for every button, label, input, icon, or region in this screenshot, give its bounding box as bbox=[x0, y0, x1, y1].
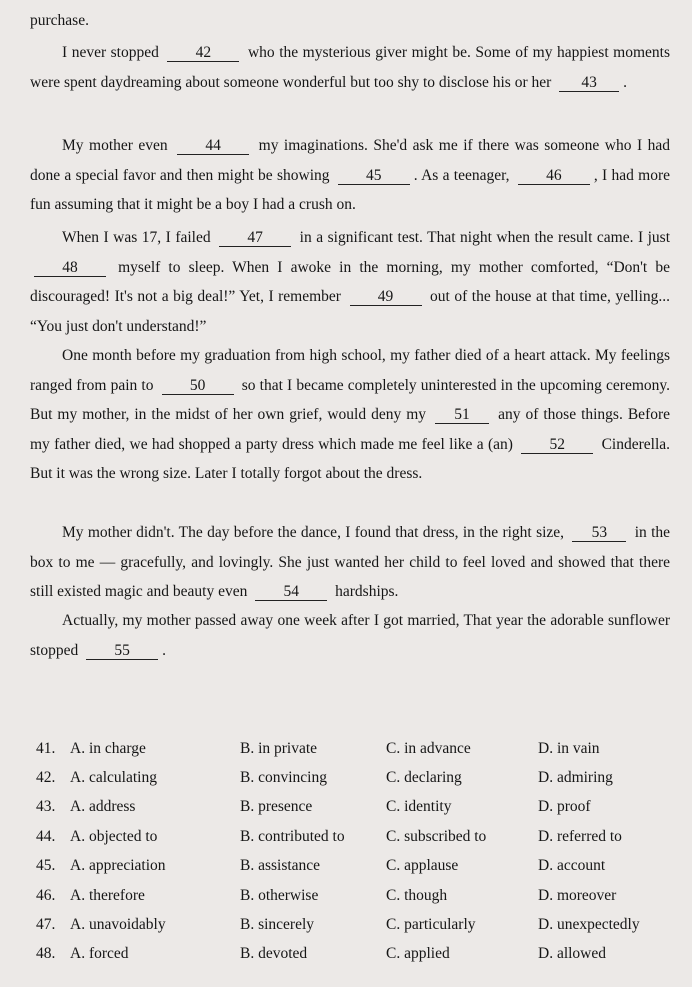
blank-54[interactable]: 54 bbox=[255, 583, 327, 601]
paragraph-text: One month before my graduation from high school, my father died of a heart attack. My feelings ranged from pain to bbox=[30, 347, 670, 394]
blank-42[interactable]: 42 bbox=[167, 44, 239, 62]
option-c[interactable]: C. declaring bbox=[386, 769, 462, 787]
blank-47[interactable]: 47 bbox=[219, 229, 291, 247]
option-d[interactable]: D. referred to bbox=[538, 827, 622, 845]
paragraph-5 bbox=[30, 518, 670, 607]
paragraph-text: any of those things. Before my father died, we had shopped a party dress which made me feel like a (an) bbox=[30, 406, 671, 453]
option-a[interactable]: A. calculating bbox=[70, 769, 157, 787]
option-c[interactable]: C. though bbox=[386, 886, 448, 904]
blank-45[interactable]: 45 bbox=[338, 167, 410, 185]
option-a[interactable]: A. address bbox=[70, 798, 136, 816]
option-a[interactable]: A. forced bbox=[70, 945, 129, 963]
paragraph-text: Actually, my mother passed away one week after I got married, That year the adorable sunflower stopped bbox=[30, 612, 670, 659]
question-row-47 bbox=[36, 910, 676, 939]
question-row-43 bbox=[36, 793, 676, 822]
paragraph-text: My mother didn't. The day before the dance, I found that dress, in the right size, bbox=[62, 524, 565, 541]
option-c[interactable]: C. applause bbox=[386, 857, 459, 875]
question-number: 42. bbox=[36, 769, 56, 787]
option-d[interactable]: D. proof bbox=[538, 798, 591, 816]
paragraph-text: Cinderella. But it was the wrong size. Later I totally forgot about the dress. bbox=[30, 435, 671, 482]
question-row-41 bbox=[36, 734, 676, 763]
paragraph-text: hardships. bbox=[335, 583, 399, 600]
blank-55[interactable]: 55 bbox=[86, 642, 158, 660]
option-d[interactable]: D. unexpectedly bbox=[538, 916, 640, 934]
blank-52[interactable]: 52 bbox=[521, 436, 593, 454]
option-d[interactable]: D. in vain bbox=[538, 739, 600, 757]
option-d[interactable]: D. admiring bbox=[538, 769, 613, 787]
question-number: 48. bbox=[36, 945, 56, 963]
paragraph-text: purchase. bbox=[30, 12, 89, 29]
paragraph-6 bbox=[30, 606, 670, 665]
option-d[interactable]: D. allowed bbox=[538, 945, 607, 963]
paragraph-text: . As a teenager, bbox=[413, 166, 510, 184]
paragraph-text: , I had more fun assuming that it might be a boy I had a crush on. bbox=[30, 166, 670, 213]
paragraph-text: in the box to me — gracefully, and lovingly. She just wanted her child to feel loved and showed that there still existed magic and beauty even bbox=[30, 524, 671, 600]
paragraph-text: who the mysterious giver might be. Some of my happiest moments were spent daydreaming about someone wonderful but too shy to disclose his or her bbox=[30, 44, 671, 91]
paragraph-0 bbox=[30, 6, 670, 36]
option-c[interactable]: C. particularly bbox=[386, 916, 476, 934]
blank-48[interactable]: 48 bbox=[34, 259, 106, 277]
option-c[interactable]: C. in advance bbox=[386, 739, 471, 757]
question-row-42 bbox=[36, 763, 676, 792]
question-row-46 bbox=[36, 881, 676, 910]
option-c[interactable]: C. applied bbox=[386, 945, 450, 963]
blank-53[interactable]: 53 bbox=[572, 524, 626, 542]
question-row-44 bbox=[36, 822, 676, 851]
option-b[interactable]: B. in private bbox=[240, 739, 318, 757]
paragraph-text: my imaginations. She'd ask me if there was someone who I had done a special favor and then might be showing bbox=[30, 137, 670, 184]
option-b[interactable]: B. sincerely bbox=[240, 916, 315, 934]
question-number: 46. bbox=[36, 886, 56, 904]
paragraph-1 bbox=[30, 38, 670, 97]
question-number: 43. bbox=[36, 798, 56, 816]
blank-51[interactable]: 51 bbox=[435, 406, 489, 424]
option-a[interactable]: A. unavoidably bbox=[70, 916, 166, 934]
option-b[interactable]: B. presence bbox=[240, 798, 313, 816]
paragraph-4 bbox=[30, 341, 670, 489]
paragraph-text: out of the house at that time, yelling... “You just don't understand!” bbox=[30, 288, 671, 335]
option-b[interactable]: B. convincing bbox=[240, 769, 327, 787]
option-c[interactable]: C. identity bbox=[386, 798, 452, 816]
option-a[interactable]: A. objected to bbox=[70, 827, 158, 845]
blank-49[interactable]: 49 bbox=[350, 288, 422, 306]
blank-43[interactable]: 43 bbox=[559, 74, 619, 92]
question-number: 45. bbox=[36, 857, 56, 875]
paragraph-text: so that I became completely uninterested in the upcoming ceremony. But my mother, in the midst of her own grief, would deny my bbox=[30, 376, 671, 423]
option-a[interactable]: A. in charge bbox=[70, 739, 146, 757]
paragraph-text: My mother even bbox=[62, 137, 168, 154]
paragraph-3 bbox=[30, 223, 670, 341]
paragraph-2 bbox=[30, 131, 670, 220]
blank-50[interactable]: 50 bbox=[162, 377, 234, 395]
paragraph-text: I never stopped bbox=[62, 44, 159, 61]
blank-44[interactable]: 44 bbox=[177, 137, 249, 155]
question-number: 41. bbox=[36, 739, 56, 757]
paragraph-text: in a significant test. That night when the result came. I just bbox=[299, 229, 671, 246]
option-a[interactable]: A. therefore bbox=[70, 886, 145, 904]
option-b[interactable]: B. assistance bbox=[240, 857, 321, 875]
option-c[interactable]: C. subscribed to bbox=[386, 827, 487, 845]
question-row-45 bbox=[36, 852, 676, 881]
option-d[interactable]: D. moreover bbox=[538, 886, 617, 904]
option-b[interactable]: B. devoted bbox=[240, 945, 308, 963]
option-a[interactable]: A. appreciation bbox=[70, 857, 166, 875]
option-b[interactable]: B. contributed to bbox=[240, 827, 345, 845]
question-number: 47. bbox=[36, 916, 56, 934]
paragraph-text: myself to sleep. When I awoke in the morning, my mother comforted, “Don't be discouraged! It's not a big deal!” Yet, I remember bbox=[30, 258, 670, 305]
question-row-48 bbox=[36, 940, 676, 969]
blank-46[interactable]: 46 bbox=[518, 167, 590, 185]
option-d[interactable]: D. account bbox=[538, 857, 606, 875]
paragraph-text: . bbox=[623, 73, 628, 91]
answer-options bbox=[36, 734, 676, 969]
paragraph-text: . bbox=[162, 641, 166, 659]
question-number: 44. bbox=[36, 827, 56, 845]
paragraph-text: When I was 17, I failed bbox=[62, 229, 211, 246]
option-b[interactable]: B. otherwise bbox=[240, 886, 319, 904]
